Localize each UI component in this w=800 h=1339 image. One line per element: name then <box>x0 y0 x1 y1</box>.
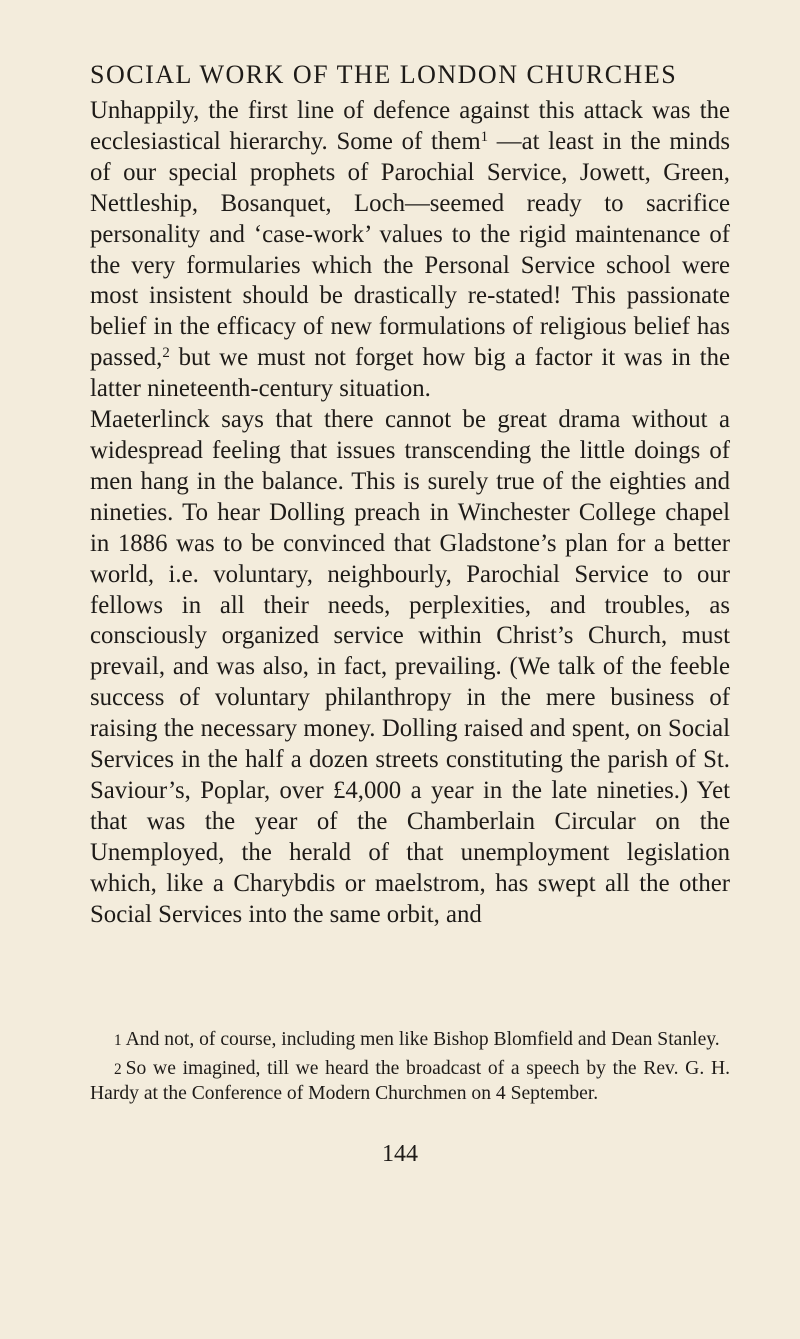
footnote-ref-1: 1 <box>480 128 489 145</box>
footnote-2-text: So we imagined, till we heard the broadcast of a speech by the Rev. G. H. Hardy at the Conference of Modern Churchmen on 4 September. <box>90 1057 730 1104</box>
paragraph-1-part-2: —at least in the minds of our special prophets of Parochial Service, Jowett, Green, Nettleship, Bosanquet, Loch—seemed ready to sacrifice personality and ‘case-work’ values to the rigid maintenance of the very formularies which the Personal Service school were most insistent should be drastically re-stated! This passionate belief in the efficacy of new formulations of religious belief has passed, <box>90 127 730 372</box>
footnote-1-mark: 1 <box>114 1032 122 1049</box>
paragraph-1-part-3: but we must not forget how big a factor it was in the latter nineteenth-century situation. <box>90 344 730 403</box>
paragraph-1 <box>90 96 730 405</box>
paragraph-1-part-1: Unhappily, the first line of defence against this attack was the ecclesiastical hierarchy. Some of them <box>90 97 730 155</box>
footnote-2 <box>90 1057 730 1107</box>
footnote-1-text: And not, of course, including men like Bishop Blomfield and Dean Stanley. <box>125 1029 720 1050</box>
body-text <box>90 96 730 930</box>
paragraph-2: Maeterlinck says that there cannot be great drama without a widespread feeling that issues transcending the little doings of men hang in the balance. This is surely true of the eighties and nineties. To hear Dolling preach in Winchester College chapel in 1886 was to be convinced that Gladstone’s plan for a better world, i.e. voluntary, neighbourly, Parochial Service to our fellows in all their needs, perplexities, and troubles, as consciously organized service within Christ’s Church, must prevail, and was also, in fact, prevailing. (We talk of the feeble success of voluntary philanthropy in the mere business of raising the necessary money. Dolling raised and spent, on Social Services in the half a dozen streets constituting the parish of St. Saviour’s, Poplar, over £4,000 a year in the late nineties.) Yet that was the year of the Chamberlain Circular on the Unemployed, the herald of that unemployment legislation which, like a Charybdis or maelstrom, has swept all the other Social Services into the same orbit, and <box>90 406 730 928</box>
footnote-ref-2: 2 <box>162 345 170 362</box>
running-head: SOCIAL WORK OF THE LONDON CHURCHES <box>90 60 678 89</box>
page-number: 144 <box>382 1141 418 1167</box>
footnote-2-mark: 2 <box>114 1060 122 1078</box>
footnotes <box>90 1028 730 1107</box>
footnote-1 <box>90 1028 730 1054</box>
